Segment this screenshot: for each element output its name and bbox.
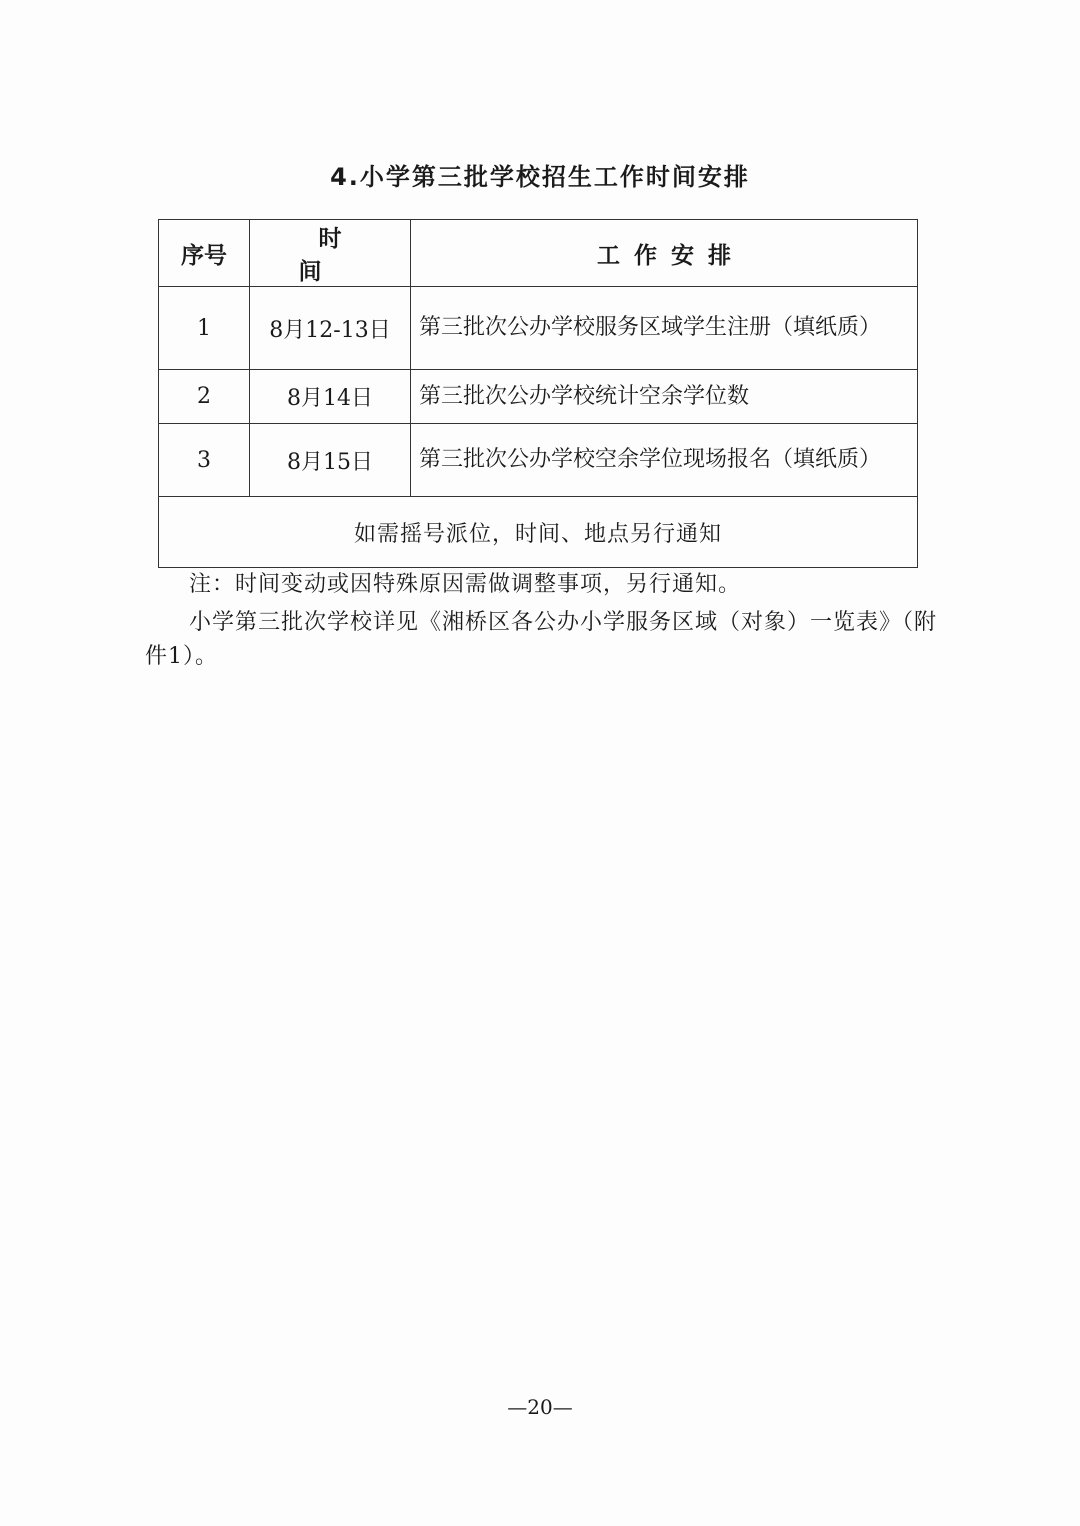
table-footer-note: 如需摇号派位，时间、地点另行通知 bbox=[159, 497, 918, 568]
table-row bbox=[159, 370, 918, 424]
row-work: 第三批次公办学校统计空余学位数 bbox=[411, 370, 918, 424]
table-header-row bbox=[159, 220, 918, 287]
note-attachment: 小学第三批次学校详见《湘桥区各公办小学服务区域（对象）一览表》（附件1）。 bbox=[145, 610, 938, 669]
note-time-change: 注：时间变动或因特殊原因需做调整事项，另行通知。 bbox=[189, 572, 742, 597]
table-row bbox=[159, 287, 918, 370]
header-work: 工作安排 bbox=[411, 220, 918, 287]
table-footer-row bbox=[159, 497, 918, 568]
row-work: 第三批次公办学校服务区域学生注册（填纸质） bbox=[411, 287, 918, 370]
table-row bbox=[159, 424, 918, 497]
schedule-table bbox=[158, 219, 918, 568]
row-time: 8月14日 bbox=[250, 370, 411, 424]
row-number: 2 bbox=[159, 370, 250, 424]
row-number: 1 bbox=[159, 287, 250, 370]
page-number: —20— bbox=[507, 1395, 573, 1419]
page-title: 4.小学第三批学校招生工作时间安排 bbox=[330, 163, 750, 191]
row-time: 8月15日 bbox=[250, 424, 411, 497]
header-time: 时间 bbox=[250, 220, 411, 287]
header-number: 序号 bbox=[159, 220, 250, 287]
row-number: 3 bbox=[159, 424, 250, 497]
row-time: 8月12-13日 bbox=[250, 287, 411, 370]
row-work: 第三批次公办学校空余学位现场报名（填纸质） bbox=[411, 424, 918, 497]
